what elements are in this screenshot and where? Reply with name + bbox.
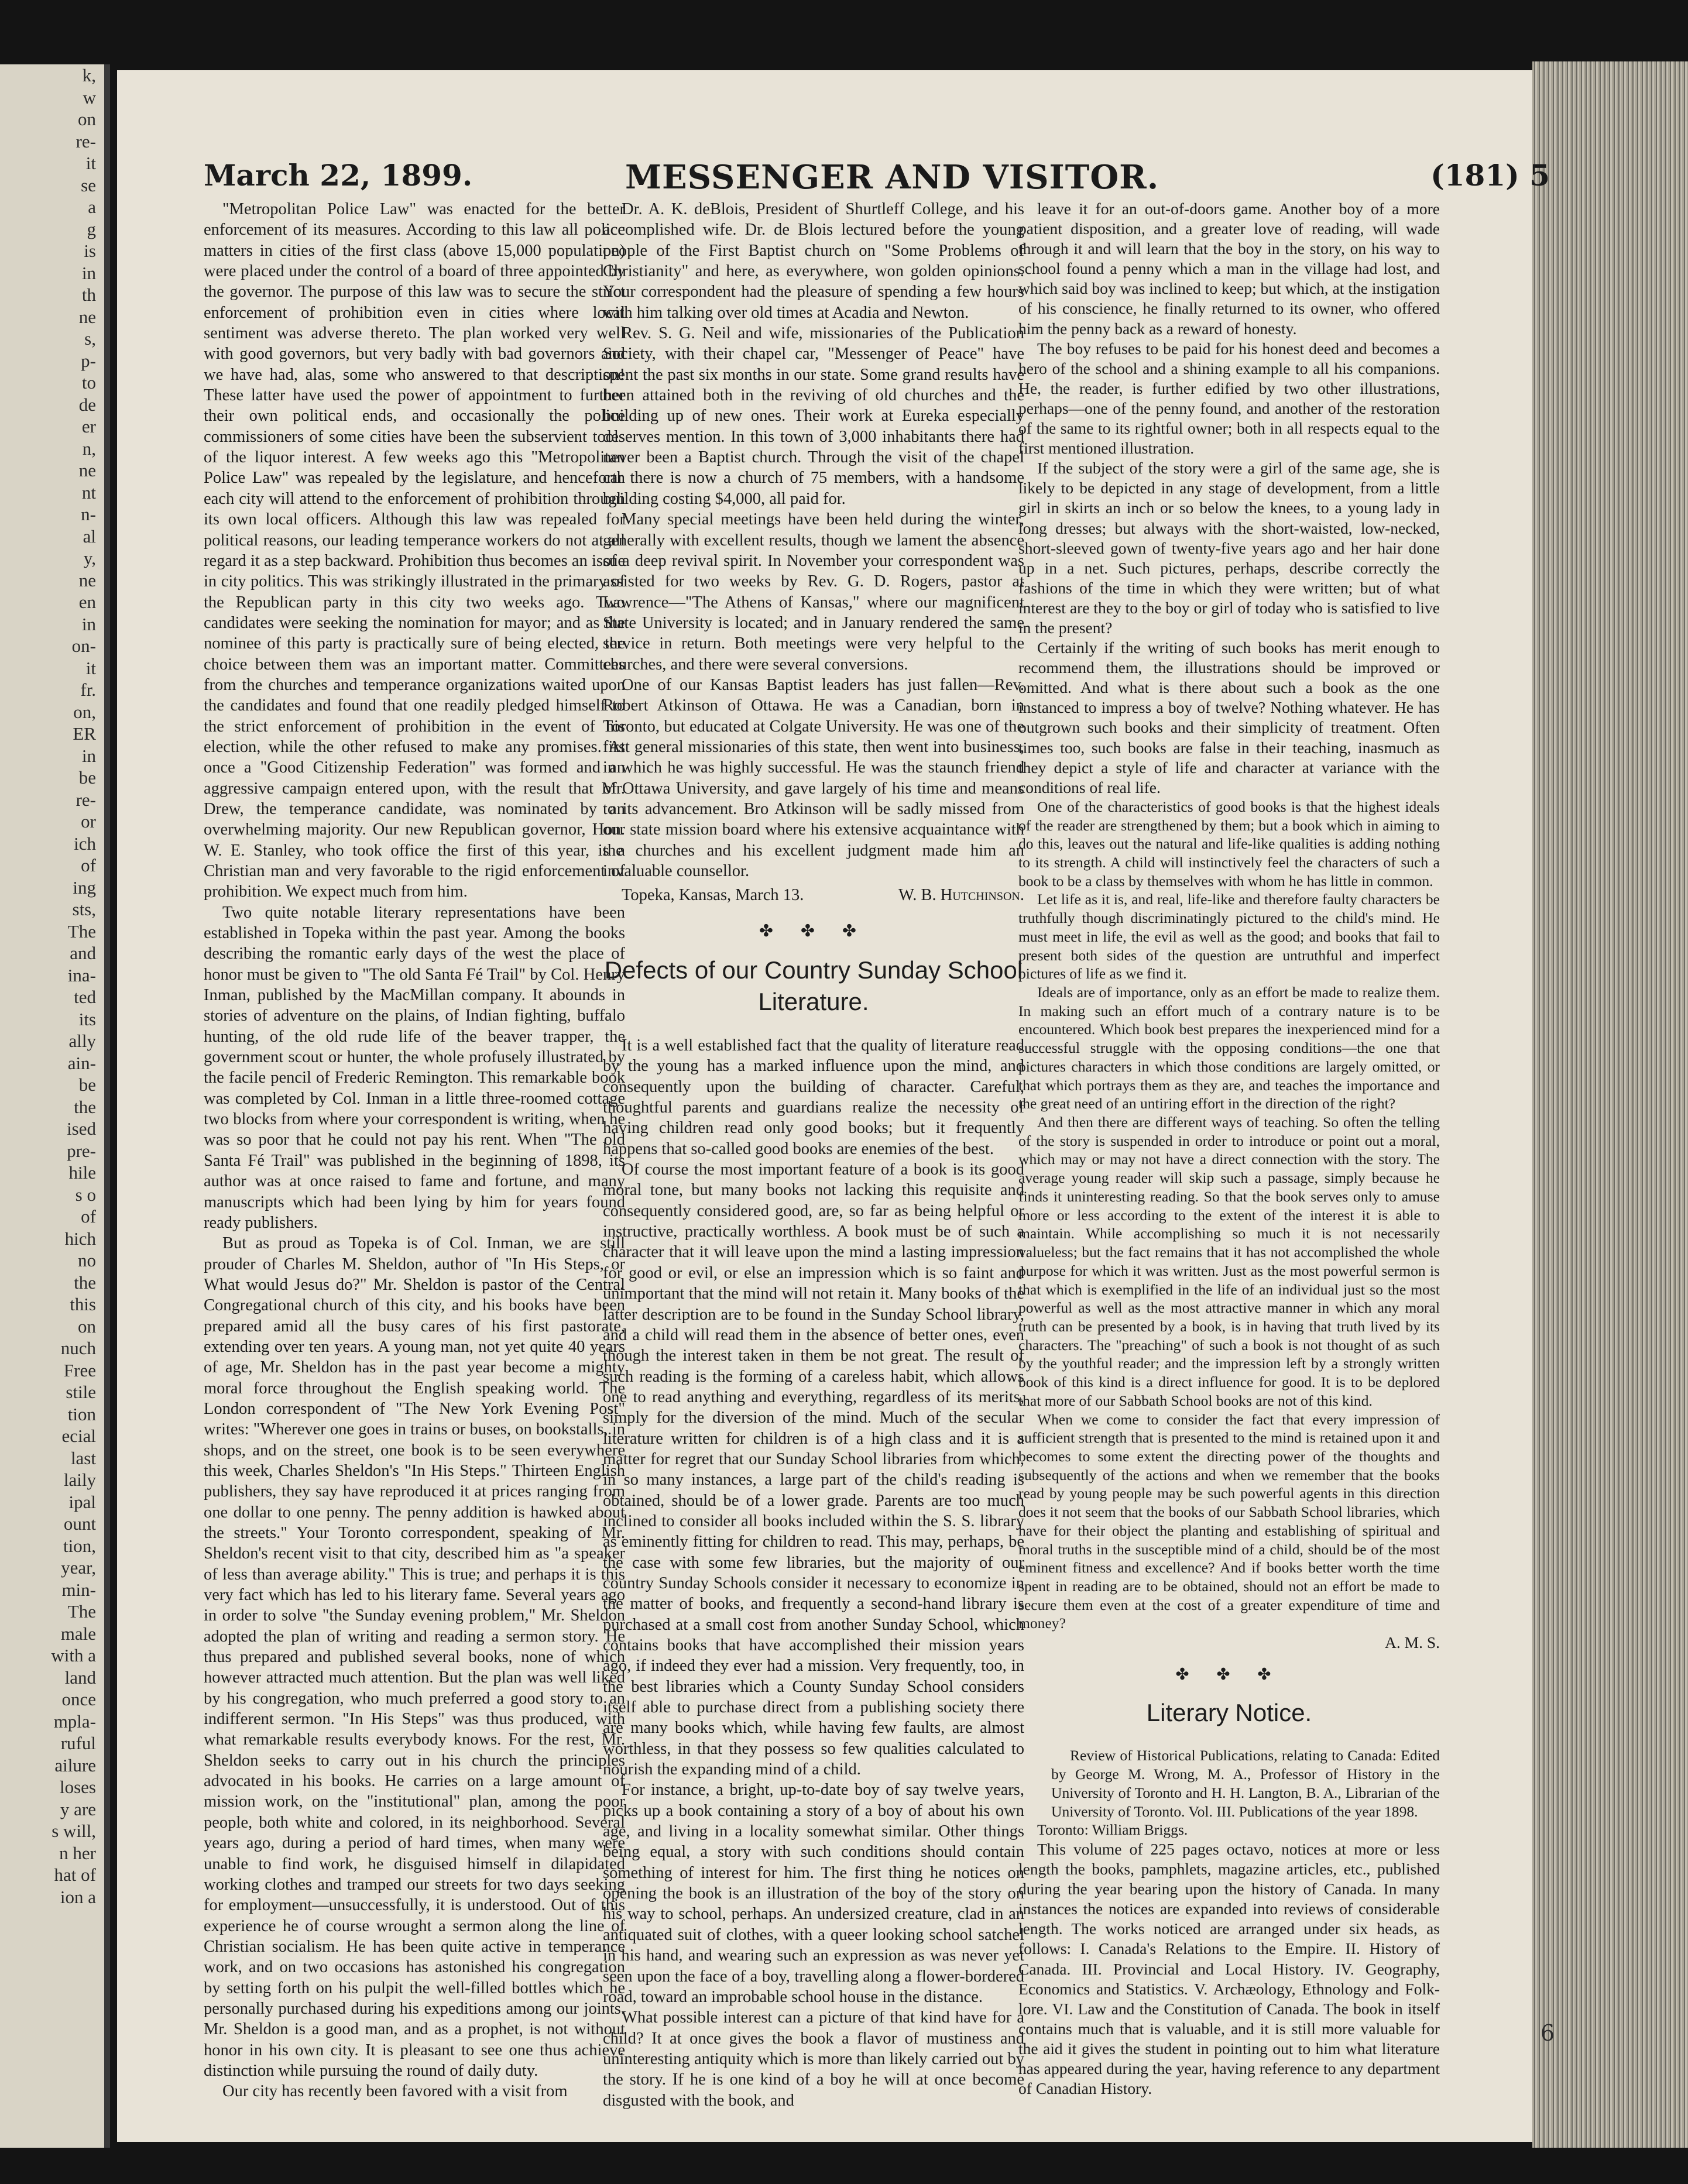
- adjacent-page-text: tion: [67, 1403, 96, 1424]
- adjacent-page-text: en: [78, 592, 96, 612]
- adjacent-page-text: is: [84, 241, 96, 261]
- adjacent-page-text: Free: [63, 1359, 96, 1381]
- adjacent-page-text: its: [78, 1008, 96, 1029]
- masthead: [204, 146, 1550, 202]
- article-title: Defects of our Country Sunday School Literature.: [604, 956, 1023, 1016]
- adjacent-page-text: on-: [71, 636, 96, 656]
- adjacent-page-text: last: [70, 1447, 96, 1468]
- article-paragraph: What possible interest can a picture of that kind have for a child? It at once gives the book a flavor of mustiness and uninteresting antiquity which is more than likely carried out by the story. If he is one kind of a boy he will at once become disgusted with the book, and: [603, 2008, 1024, 2110]
- adjacent-page-text: ne: [78, 460, 96, 480]
- adjacent-page-text: nuch: [60, 1338, 96, 1358]
- adjacent-page-text: ount: [63, 1513, 96, 1534]
- adjacent-page-text: s o: [75, 1184, 96, 1205]
- adjacent-page-text: the: [74, 1272, 96, 1293]
- adjacent-page-text: s,: [84, 328, 96, 349]
- column3-paragraph: leave it for an out-of-doors game. Another boy of a more patient disposition, and a greater love of reading, will wade through it and will learn that the boy in the story, on his way to school found a penny which a man in the village had lost, and which said boy was inclined to keep; but which, at the instigation of his conscience, he finally returned to its owner, who offered him the penny back as a reward of honesty.: [1018, 200, 1440, 338]
- adjacent-page-text: with a: [51, 1645, 96, 1666]
- adjacent-page-text: it: [85, 153, 96, 173]
- adjacent-page-text: it: [85, 657, 96, 678]
- adjacent-page-text: ruful: [60, 1733, 96, 1753]
- adjacent-page-text: in: [81, 613, 96, 634]
- dateline: Topeka, Kansas, March 13.: [622, 886, 804, 905]
- adjacent-page-text: this: [70, 1294, 96, 1314]
- adjacent-page-text: min-: [61, 1579, 96, 1600]
- adjacent-page-text: hat of: [54, 1864, 96, 1885]
- adjacent-page-text: s will,: [52, 1821, 96, 1841]
- adjacent-page-text: hile: [68, 1162, 96, 1183]
- column3-small-paragraph: When we come to consider the fact that every impression of sufficient strength that is presented to the mind is retained upon it and becomes to some extent the directing power of the thoughts and subsequently of the actions and when we remember that the books read by young people may be such powerful agents in this direction does it not seem that the books of our Sabbath School libraries, which have for their object the planting and establishing of spiritual and moral truths in the susceptible mind of a child, should be of the most eminent fitness and excellence? And if books better worth the time spent in reading are to be obtained, should not an effort be made to secure them even at the cost of a greater expenditure of time and money?: [1018, 1410, 1440, 1632]
- section-divider: ✤ ✤ ✤: [1175, 1665, 1283, 1684]
- adjacent-page-text: year,: [61, 1557, 96, 1578]
- adjacent-page-text: mpla-: [53, 1711, 96, 1732]
- column1-paragraph: Two quite notable literary representations have been established in Topeka within the past year. Among the books describing the romantic early days of the west the place of honor must be given to "The old Santa Fé Trail" by Col. Henry Inman, published by the MacMillan company. It abounds in stories of adventure on the plains, of Indian fighting, buffalo hunting, of the old rude life of the beaver trapper, the government scout or hunter, the whole profusely illustrated by the facile pencil of Frederic Remington. This remarkable book was completed by Col. Inman in a little three-roomed cottage two blocks from where your correspondent is writing, when he was so poor that he could not pay his rent. When "The old Santa Fé Trail" was published in the beginning of 1898, its author was at once raised to fame and fortune, and many manuscripts which had been lying by him for years found ready publishers.: [204, 903, 625, 1232]
- column1-paragraph: "Metropolitan Police Law" was enacted for the better enforcement of its measures. According to this law all police matters in cities of the first class (above 15,000 population) were placed under the control of a board of three appointed by the governor. The purpose of this law was to secure the strict enforcement of prohibition even in cities where local sentiment was adverse thereto. The plan worked very well with good governors, but very badly with bad governors and we have had, alas, some who answered to that description! These latter have used the power of appointment to further their own political ends, and occasionally the police commissioners of some cities have been the subservient tools of the liquor interest. A few weeks ago this "Metropolitan Police Law" was repealed by the legislature, and henceforth each city will attend to the enforcement of prohibition through its own local officers. Although this law was repealed for political reasons, our leading temperance workers do not at all regard it as a step backward. Prohibition thus becomes an issue in city politics. This was strikingly illustrated in the primary of the Republican party in this city two weeks ago. Two candidates were seeking the nomination for mayor; and as the nominee of this party is practically sure of being elected, the choice between them was an important matter. Committees from the churches and temperance organizations waited upon the candidates and found that one readily pledged himself to the strict enforcement of prohibition in the event of his election, while the other refused to make any promises. At once a "Good Citizenship Federation" was formed and an aggressive campaign entered upon, with the result that Mr. Drew, the temperance candidate, was nominated by an overwhelming majority. Our new Republican governor, Hon. W. E. Stanley, who took office the first of this year, is a Christian man and very favorable to the rigid enforcement of prohibition. We expect much from him.: [204, 200, 625, 901]
- column3-small-paragraph: Let life as it is, and real, life-like and therefore faulty characters be truthfully though discriminatingly pictured to the child's mind. He must meet in life, the evil as well as the good; and books that fail to present both sides of the question are untruthful and imperfect pictures of life as we find it.: [1018, 891, 1440, 983]
- adjacent-page-text: on,: [73, 701, 96, 722]
- adjacent-page-text: n,: [82, 438, 96, 459]
- adjacent-page-text: nt: [81, 482, 96, 503]
- adjacent-page-text: to: [81, 372, 96, 393]
- adjacent-page-fragment: [0, 64, 110, 2148]
- adjacent-page-text: in: [81, 262, 96, 283]
- column3-small-paragraph: One of the characteristics of good books is that the highest ideals of the reader are strengthened by them; but a book which in aiming to do this, leaves out the natural and life-like qualities is adding nothing to its strength. A child will instinctively feel the characters of such a book to be a class by themselves with whom he has little in common.: [1018, 798, 1440, 890]
- adjacent-page-text: pre-: [67, 1140, 96, 1161]
- adjacent-page-text: on: [78, 1316, 96, 1337]
- adjacent-page-text: on: [78, 109, 96, 129]
- adjacent-page-text: no: [78, 1250, 96, 1270]
- column-2: [603, 199, 1024, 2111]
- adjacent-page-text: ich: [74, 833, 96, 854]
- book-citation: Review of Historical Publications, relating to Canada: Edited by George M. Wrong, M. A., Professor of History in the University of Toronto and H. H. Langton, B. A., Librarian of the University of Toronto. Vol. III. Publications of the year 1898.: [1051, 1747, 1440, 1820]
- book-publisher: Toronto: William Briggs.: [1037, 1821, 1188, 1839]
- adjacent-page-text: loses: [60, 1777, 96, 1797]
- column-3: [1018, 199, 1440, 2099]
- adjacent-page-text: be: [78, 767, 96, 788]
- adjacent-page-text: ion a: [60, 1886, 96, 1907]
- adjacent-page-text: ain-: [67, 1052, 96, 1073]
- column2-paragraph: Rev. S. G. Neil and wife, missionaries of the Publication Society, with their chapel car, "Messenger of Peace" have spent the past six months in our state. Some grand results have been attained both in the reviving of old churches and the building up of new ones. Their work at Eureka especially deserves mention. In this town of 3,000 inhabitants there had never been a Baptist church. Through the visit of the chapel car there is now a church of 75 members, with a handsome building costing $4,000, all paid for.: [603, 324, 1024, 508]
- letter-signoff: [603, 885, 1024, 905]
- adjacent-page-text: a: [88, 197, 96, 217]
- adjacent-page-text: se: [81, 174, 96, 195]
- adjacent-page-text: ina-: [67, 964, 96, 985]
- adjacent-page-text: The: [67, 921, 96, 942]
- margin-mark: 6: [1541, 2020, 1555, 2046]
- adjacent-page-text: be: [78, 1074, 96, 1095]
- adjacent-page-text: k,: [82, 65, 96, 85]
- column2-paragraph: Many special meetings have been held during the winter, generally with excellent results, though we lament the absence of a deep revival spirit. In November your correspondent was assisted for two weeks by Rev. G. D. Rogers, pastor at Lawrence—"The Athens of Kansas," where our magnificent State University is located; and in January rendered the same service in return. Both meetings were very helpful to the churches, and there were several conversions.: [603, 510, 1024, 674]
- adjacent-page-text: ted: [74, 987, 96, 1007]
- adjacent-page-text: al: [83, 526, 96, 547]
- adjacent-page-text: de: [78, 394, 96, 415]
- adjacent-page-text: ailure: [54, 1754, 96, 1776]
- adjacent-page-text: ing: [73, 877, 96, 898]
- article-paragraph: Of course the most important feature of a book is its good moral tone, but many books not lacking this requisite and consequently considered good, are, so far as being helpful or instructive, practically worthless. A book must be of such a character that it will leave upon the mind a lasting impression for good or evil, or else an impression which is so faint and unimportant that the mind will not retain it. Many books of the latter description are to be found in the Sunday School library, and a child will read them in the absence of better ones, even though the interest taken in them be not great. The result of such reading is the forming of a careless habit, which allows one to read anything and everything, regardless of its merits, simply for the diversion of the mind. Much of the secular literature written for children is of a high class and it is a matter for regret that our Sunday School libraries from which, in so many instances, a large part of the child's reading is obtained, should be of a lower grade. Parents are too much inclined to consider all books included within the S. S. library as eminently fitting for children to read. This may, perhaps, be the case with some few libraries, but the majority of our country Sunday Schools consider it necessary to economize in the matter of books, and frequently a second-hand library is purchased at a small cost from another Sunday School, which contains books that have accomplished their mission years ago, if indeed they ever had a mission. Very frequently, too, in the best libraries which a County Sunday School considers itself able to purchase direct from a publishing society there are many books which, while having few faults, are almost worthless, in that they possess so few qualities calculated to nourish the expanding mind of a child.: [603, 1160, 1024, 1779]
- column-1: [204, 199, 625, 2102]
- column1-paragraph: Our city has recently been favored with a visit from: [222, 2082, 568, 2101]
- masthead-page-number: (181) 5: [1430, 158, 1550, 193]
- adjacent-page-text: th: [81, 284, 96, 305]
- notice-title: Literary Notice.: [1146, 1699, 1312, 1727]
- adjacent-page-text: ised: [67, 1118, 96, 1139]
- adjacent-page-text: in: [81, 745, 96, 766]
- masthead-date: March 22, 1899.: [204, 158, 473, 193]
- adjacent-page-text: ER: [73, 723, 96, 744]
- adjacent-page-text: y are: [60, 1798, 96, 1819]
- adjacent-page-text: sts,: [72, 899, 96, 919]
- newspaper-page: [117, 70, 1555, 2142]
- adjacent-page-text: laily: [63, 1469, 96, 1490]
- adjacent-page-text: tion,: [63, 1535, 96, 1556]
- column3-small-paragraph: And then there are different ways of teaching. So often the telling of the story is suspended in order to introduce or point out a moral, which may or may not have a direct connection with the story. The average young reader will skip such a passage, simply because he finds it uninteresting reading. So that the book serves only to amuse more or less according to the extent of the interest it is able to maintain. While accomplishing so much it is not necessarily valueless; but the fact remains that it has not accomplished the whole purpose for which it was written. Just as the most powerful sermon is that which is exemplified in the life of an individual just so the most powerful as well as the most attractive manner in which any moral truth can be presented by a book, is in having that truth lived by its characters. The "preaching" of such a book is not thought of as such by the youthful reader; and the impression left by a strongly written book of this kind is a direct influence for good. It is to be deplored that more of our Sabbath School books are not of this kind.: [1018, 1114, 1440, 1409]
- article-paragraph: For instance, a bright, up-to-date boy of say twelve years, picks up a book containing a story of a boy of about his own age, and living in a locality somewhat similar. Other things being equal, a story with such conditions should contain something of interest for him. The first thing he notices on opening the book is an illustration of the boy of the story on his way to school, perhaps. An undersized creature, clad in an antiquated suit of clothes, with a queer looking school satchel in his hand, and wearing such an expression as was never yet seen upon the face of a boy, travelling along a flower-bordered road, toward an improbable school house in the distance.: [603, 1781, 1024, 2006]
- notice-body: This volume of 225 pages octavo, notices at more or less length the books, pamphlets, magazine articles, etc., published during the year bearing upon the history of Canada. In many instances the notices are expanded into reviews of considerable length. The works noticed are arranged under six heads, as follows: I. Canada's Relations to the Empire. II. History of Canada. III. Provincial and Local History. IV. Geography, Economics and Statistics. V. Archæology, Ethnology and Folk-lore. VI. Law and the Constitution of Canada. The book in itself contains much that is valuable, and it is still more valuable for the aid it gives the student in pointing out to him what literature has appeared during the year, having reference to any department of Canadian History.: [1018, 1839, 1440, 2098]
- column3-paragraph: If the subject of the story were a girl of the same age, she is likely to be depicted in any stage of development, from a little girl in skirts an inch or so below the knees, to a young lady in long dresses; but always with the short-waisted, low-necked, short-sleeved gown of twenty-five years ago and her hair done up in a net. Such pictures, perhaps, describe correctly the fashions of the time in which they were written; but of what interest are they to the boy or girl of today who is satisfied to live in the present?: [1018, 459, 1440, 637]
- column3-paragraph: Certainly if the writing of such books has merit enough to recommend them, the illustrations should be improved or omitted. And what is there about such a book as the one instanced to impress a boy of twelve? Nothing whatever. He has outgrown such books and their simplicity of treatment. Often times too, such books are false in their teaching, inasmuch as they depict a style of life and character at variance with the conditions of real life.: [1018, 638, 1440, 796]
- adjacent-page-text: of: [81, 1206, 96, 1227]
- adjacent-page-text: re-: [76, 131, 96, 152]
- adjacent-page-text: of: [81, 855, 96, 875]
- adjacent-page-text: p-: [81, 350, 96, 371]
- adjacent-page-text: w: [83, 87, 96, 108]
- column1-paragraph: But as proud as Topeka is of Col. Inman, we are still prouder of Charles M. Sheldon, author of "In His Steps, or What would Jesus do?" Mr. Sheldon is pastor of the Central Congregational church of this city, and his books have been prepared amid all the busy cares of his first pastorate, extending over ten years. A young man, not yet quite 40 years of age, Mr. Sheldon has in the past year become a mighty moral force throughout the English speaking world. The London correspondent of "The New York Evening Post" writes: "Wherever one goes in trains or buses, on bookstalls, in shops, and on the street, one book is to be seen everywhere this week, Charles Sheldon's "In His Steps." Thirteen English publishers, they say have reproduced it at prices ranging from one dollar to one penny. The penny addition is hawked about the streets." Your Toronto correspondent, speaking of Mr. Sheldon's recent visit to that city, described him as "a speaker of less than average ability." This is true; and perhaps it is this very fact which has led to his literary fame. Several years ago in order to solve "the Sunday evening problem," Mr. Sheldon adopted the plan of writing and reading a sermon story. He thus prepared and published several books, none of which however attracted much attention. But the plan was well liked by his congregation, who much preferred a good story to an indifferent sermon. "In His Steps" was thus produced, with what remarkable results everybody knows. For the rest, Mr. Sheldon seeks to carry out in his church the principles advocated in his books. He carries on a large amount of mission work, on the "institutional" plan, among the poor people, both white and colored, in its neighborhood. Several years ago, during a period of hard times, when many were unable to find work, he disguised himself in dilapidated working clothes and tramped our streets for two days seeking for employment—unsuccessfully, it is understood. Out of this experience he of course wrought a sermon along the line of Christian socialism. He has been quite active in temperance work, and on two occasions has astonished his congregation by setting forth on his pulpit the well-filled bottles which he personally purchased during his expeditions among our joints. Mr. Sheldon is a good man, and as a prophet, is not without honor in his own city. It is pleasant to see one thus achieve distinction while pursuing the round of daily duty.: [204, 1234, 625, 2080]
- adjacent-page-text: land: [64, 1667, 96, 1688]
- adjacent-page-text: the: [74, 1096, 96, 1117]
- article-signature: A. M. S.: [1385, 1633, 1440, 1652]
- adjacent-page-text: n her: [59, 1842, 96, 1863]
- column2-paragraph: One of our Kansas Baptist leaders has just fallen—Rev. Robert Atkinson of Ottawa. He was a Canadian, born in Toronto, but educated at Colgate University. He was one of the first general missionaries of this state, then went into business, in which he was highly successful. He was the staunch friend of Ottawa University, and gave largely of his time and means to its advancement. Bro Atkinson will be sadly missed from our state mission board where his extensive acquaintance with the churches and his excellent judgment made him an invaluable counsellor.: [603, 675, 1024, 880]
- adjacent-page-text: ecial: [61, 1426, 96, 1446]
- adjacent-page-text: ne: [78, 569, 96, 590]
- adjacent-page-text: g: [87, 218, 96, 239]
- adjacent-page-text: ne: [78, 306, 96, 327]
- adjacent-page-text: er: [81, 416, 96, 437]
- adjacent-page-text: ipal: [68, 1491, 96, 1512]
- adjacent-page-text: fr.: [80, 679, 96, 700]
- adjacent-page-text: n-: [81, 504, 96, 524]
- article-paragraph: It is a well established fact that the quality of literature read by the young has a marked influence upon the mind, and consequently upon the building of character. Careful, thoughtful parents and guardians realize the necessity of having children read only good books; but it frequently happens that so-called good books are enemies of the best.: [603, 1036, 1024, 1158]
- adjacent-page-text: y,: [83, 548, 96, 568]
- adjacent-page-text: re-: [76, 789, 96, 810]
- adjacent-page-text: The: [67, 1601, 96, 1622]
- adjacent-page-text: once: [61, 1689, 96, 1709]
- adjacent-page-text: and: [70, 943, 96, 963]
- adjacent-page-text: or: [81, 811, 96, 832]
- column2-paragraph: Dr. A. K. deBlois, President of Shurtleff College, and his accomplished wife. Dr. de Blois lectured before the young people of the First Baptist church on "Some Problems of Christianity" and here, as everywhere, won golden opinions. Your correspondent had the pleasure of spending a few hours with him talking over old times at Acadia and Newton.: [603, 200, 1024, 322]
- adjacent-page-text: ally: [68, 1031, 96, 1051]
- adjacent-page-text: stile: [66, 1382, 96, 1402]
- adjacent-page-text: hich: [64, 1228, 96, 1249]
- section-divider: ✤ ✤ ✤: [759, 922, 868, 940]
- page-stack-edge: [1532, 61, 1688, 2148]
- adjacent-page-text: male: [60, 1623, 96, 1644]
- column3-small-paragraph: Ideals are of importance, only as an effort be made to realize them. In making such an effort much of a contrary nature is to be encountered. Which book best prepares the inexperienced mind for a successful struggle with the opposing conditions—the one that pictures characters in which those conditions are largely omitted, or that which portrays them as they are, and teaches the importance and the great need of an untiring effort in the direction of the right?: [1018, 984, 1440, 1112]
- masthead-title: MESSENGER AND VISITOR.: [625, 158, 1159, 197]
- correspondent-signature: W. B. Hutchinson.: [898, 886, 1024, 905]
- column3-paragraph: The boy refuses to be paid for his honest deed and becomes a hero of the school and a shining example to all his companions. He, the reader, is further edified by two other illustrations, perhaps—one of the penny found, and another of the restoration of the same to its rightful owner; both in all respects equal to the first mentioned illustration.: [1018, 339, 1440, 458]
